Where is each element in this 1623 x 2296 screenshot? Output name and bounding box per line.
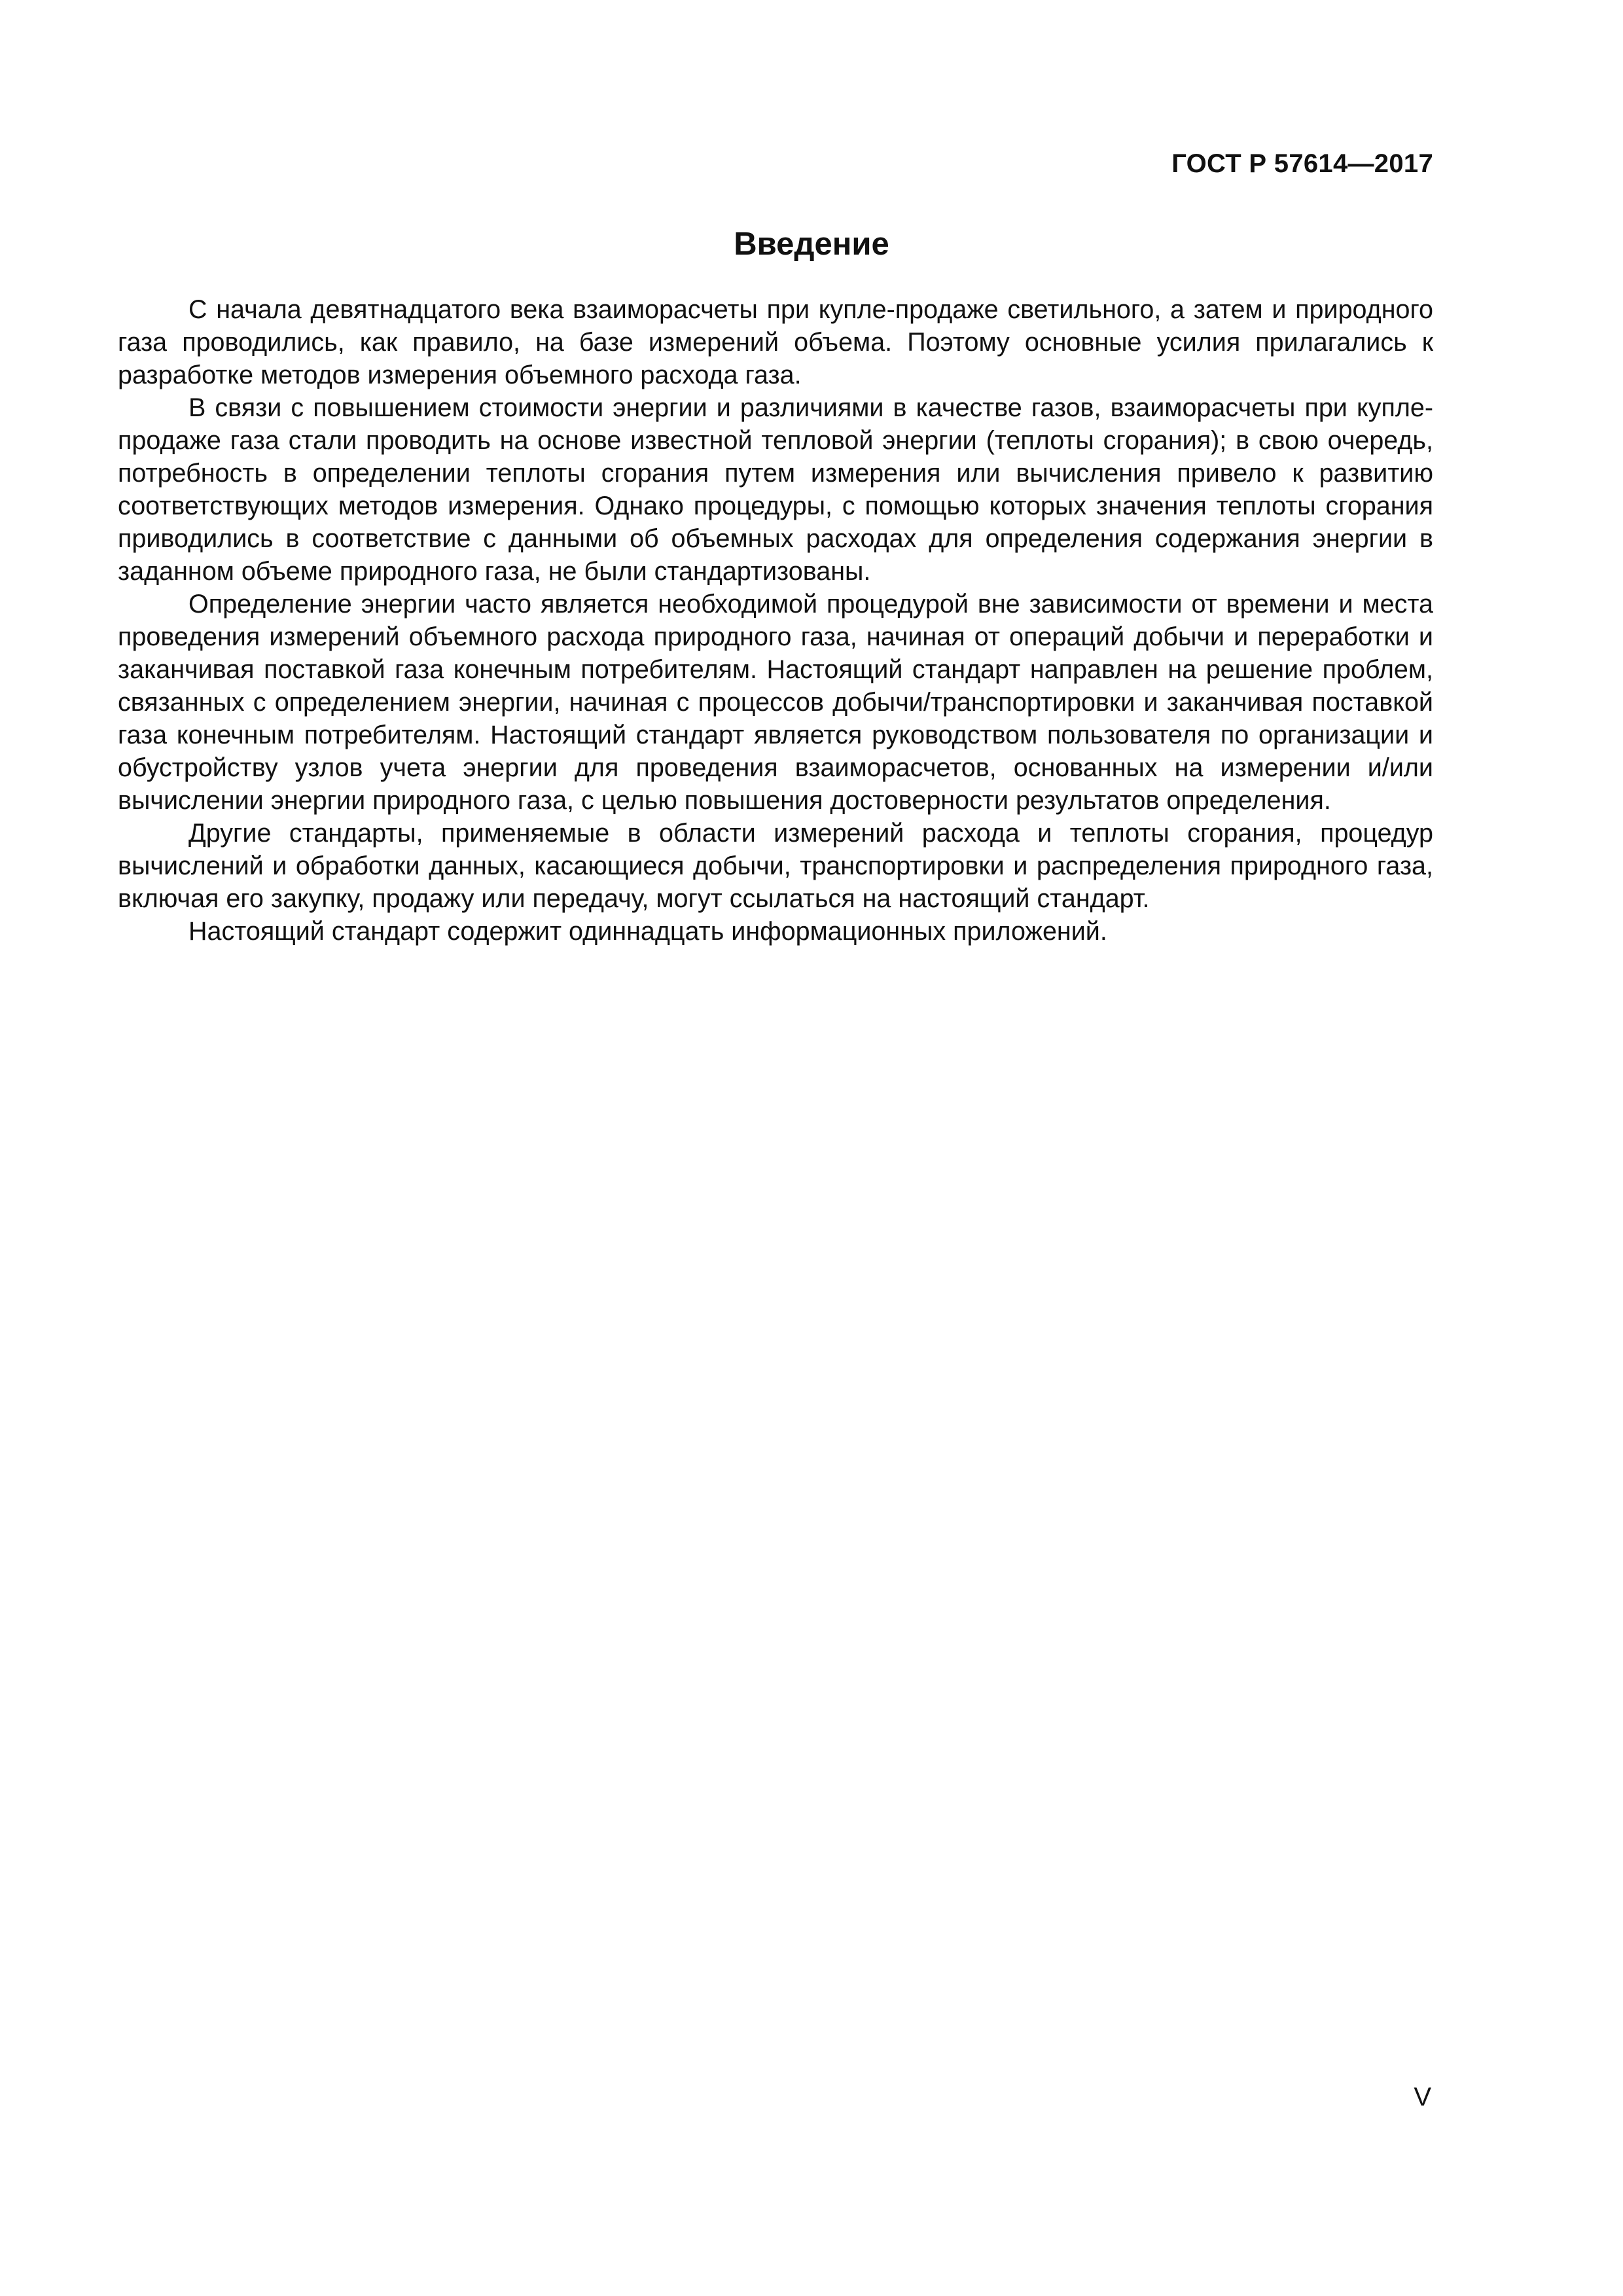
paragraph-1: С начала девятнадцатого века взаиморасчеты при купле-продаже светильного, а затем и природного газа проводились, как правило, на базе измерений объема. Поэтому основные усилия прилагались к разработке методов измерения объемного расхода газа. [118,295,1433,389]
page-number: V [1414,2083,1431,2111]
section-title: Введение [734,226,889,262]
paragraph-5: Настоящий стандарт содержит одиннадцать информационных приложений. [188,917,1107,946]
paragraph-2: В связи с повышением стоимости энергии и различиями в качестве газов, взаиморасчеты при купле-продаже газа стали проводить на основе известной тепловой энергии (теплоты сгорания); в свою очередь, потребность в определении теплоты сгорания путем измерения или вычисления привело к развитию соответствующих методов измерения. Однако процедуры, с помощью которых значения теплоты сгорания приводились в соответствие с данными об объемных расходах для определения содержания энергии в заданном объеме природного газа, не были стандартизованы. [118,393,1433,586]
document-code: ГОСТ Р 57614—2017 [1171,149,1433,178]
paragraph-3: Определение энергии часто является необходимой процедурой вне зависимости от времени и места проведения измерений объемного расхода природного газа, начиная от операций добычи и переработки и заканчивая поставкой газа конечным потребителям. Настоящий стандарт направлен на решение проблем, связанных с определением энергии, начиная с процессов добычи/транспортировки и заканчивая поставкой газа конечным потребителям. Настоящий стандарт является руководством пользователя по организации и обустройству узлов учета энергии для проведения взаиморасчетов, основанных на измерении и/или вычислении энергии природного газа, с целью повышения достоверности результатов определения. [118,590,1433,815]
paragraph-4: Другие стандарты, применяемые в области измерений расхода и теплоты сгорания, процедур вычислений и обработки данных, касающиеся добычи, транспортировки и распределения природного газа, включая его закупку, продажу или передачу, могут ссылаться на настоящий стандарт. [118,819,1433,913]
document-body [118,293,1433,948]
